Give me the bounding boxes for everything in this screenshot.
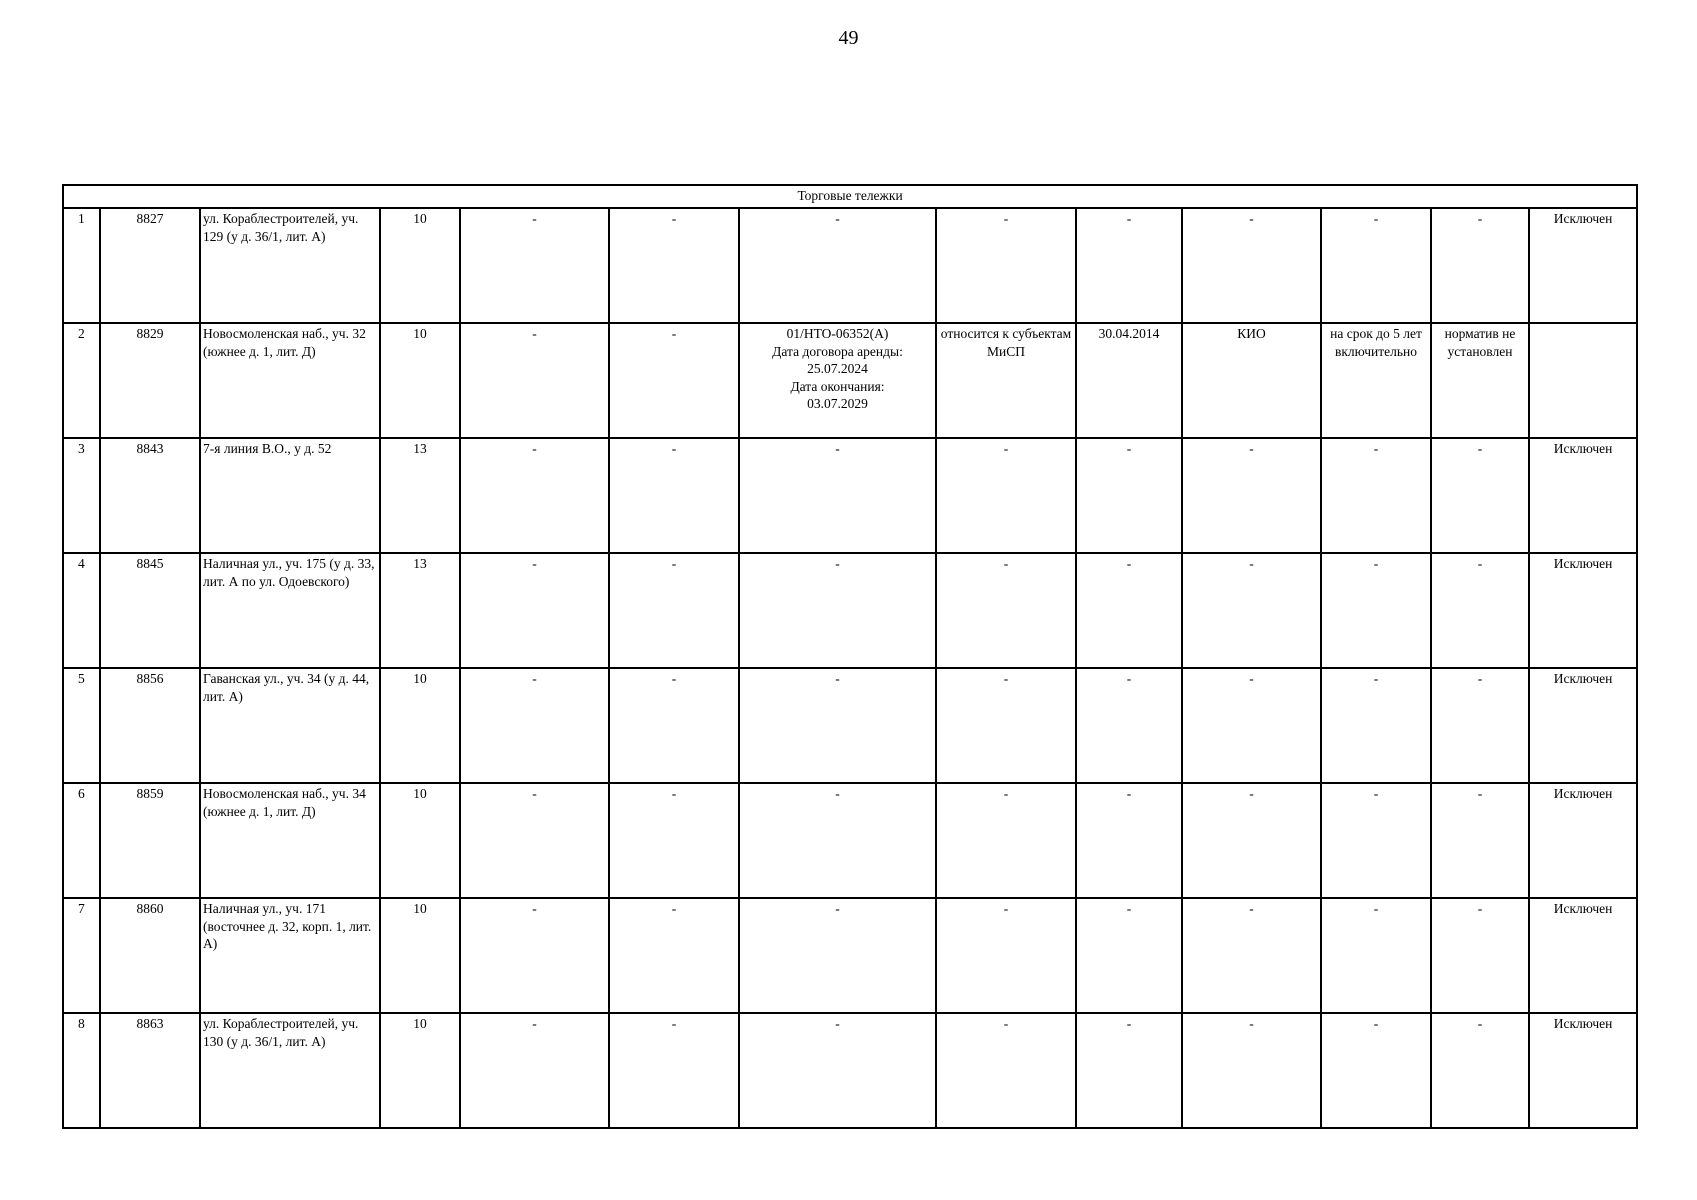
address: Новосмоленская наб., уч. 32 (южнее д. 1, лит. Д) <box>200 323 380 438</box>
contract-line: 25.07.2024 <box>807 361 868 376</box>
column-9-value: - <box>1076 668 1182 783</box>
object-id: 8856 <box>100 668 200 783</box>
column-11-value: на срок до 5 лет включительно <box>1321 323 1431 438</box>
contract-info <box>739 668 936 783</box>
column-5-value: - <box>460 208 609 323</box>
table-row <box>63 783 1637 898</box>
column-11-value: - <box>1321 553 1431 668</box>
column-12-value: - <box>1431 208 1529 323</box>
row-number: 3 <box>63 438 100 553</box>
column-11-value: - <box>1321 668 1431 783</box>
column-12-value: норматив не установлен <box>1431 323 1529 438</box>
column-6-value: - <box>609 323 739 438</box>
column-6-value: - <box>609 438 739 553</box>
column-9-value: 30.04.2014 <box>1076 323 1182 438</box>
column-9-value: - <box>1076 783 1182 898</box>
column-4-value: 10 <box>380 668 460 783</box>
status: Исключен <box>1529 208 1637 323</box>
contract-line: - <box>835 211 840 226</box>
column-12-value: - <box>1431 668 1529 783</box>
registry-table <box>62 184 1638 1129</box>
column-11-value: - <box>1321 208 1431 323</box>
object-id: 8829 <box>100 323 200 438</box>
column-5-value: - <box>460 553 609 668</box>
contract-info <box>739 323 936 438</box>
column-10-value: - <box>1182 553 1321 668</box>
column-6-value: - <box>609 553 739 668</box>
object-id: 8843 <box>100 438 200 553</box>
column-9-value: - <box>1076 438 1182 553</box>
row-number: 8 <box>63 1013 100 1128</box>
column-5-value: - <box>460 668 609 783</box>
column-6-value: - <box>609 783 739 898</box>
column-4-value: 10 <box>380 208 460 323</box>
object-id: 8860 <box>100 898 200 1013</box>
column-8-value: относится к субъектам МиСП <box>936 323 1076 438</box>
table-row <box>63 898 1637 1013</box>
object-id: 8859 <box>100 783 200 898</box>
column-4-value: 10 <box>380 1013 460 1128</box>
status <box>1529 323 1637 438</box>
column-4-value: 13 <box>380 438 460 553</box>
column-8-value: - <box>936 208 1076 323</box>
column-10-value: КИО <box>1182 323 1321 438</box>
table-row <box>63 1013 1637 1128</box>
column-9-value: - <box>1076 898 1182 1013</box>
column-9-value: - <box>1076 553 1182 668</box>
contract-line: - <box>835 556 840 571</box>
column-10-value: - <box>1182 783 1321 898</box>
contract-info <box>739 898 936 1013</box>
contract-line: - <box>835 671 840 686</box>
column-6-value: - <box>609 1013 739 1128</box>
column-11-value: - <box>1321 898 1431 1013</box>
table-row <box>63 668 1637 783</box>
contract-info <box>739 553 936 668</box>
contract-line: 01/НТО-06352(А) <box>786 326 889 341</box>
column-5-value: - <box>460 898 609 1013</box>
column-12-value: - <box>1431 898 1529 1013</box>
address: Новосмоленская наб., уч. 34 (южнее д. 1, лит. Д) <box>200 783 380 898</box>
status: Исключен <box>1529 898 1637 1013</box>
section-header-row <box>63 185 1637 208</box>
column-4-value: 10 <box>380 898 460 1013</box>
section-title: Торговые тележки <box>63 185 1637 208</box>
contract-line: Дата договора аренды: <box>772 343 903 359</box>
contract-line: 03.07.2029 <box>807 396 868 411</box>
contract-line: Дата окончания: <box>790 378 885 394</box>
column-10-value: - <box>1182 898 1321 1013</box>
object-id: 8845 <box>100 553 200 668</box>
column-10-value: - <box>1182 668 1321 783</box>
column-5-value: - <box>460 323 609 438</box>
contract-line: - <box>835 901 840 916</box>
column-10-value: - <box>1182 438 1321 553</box>
address: Наличная ул., уч. 175 (у д. 33, лит. А по ул. Одоевского) <box>200 553 380 668</box>
table-row <box>63 553 1637 668</box>
column-8-value: - <box>936 553 1076 668</box>
column-8-value: - <box>936 1013 1076 1128</box>
row-number: 4 <box>63 553 100 668</box>
column-9-value: - <box>1076 1013 1182 1128</box>
column-11-value: - <box>1321 783 1431 898</box>
row-number: 7 <box>63 898 100 1013</box>
row-number: 6 <box>63 783 100 898</box>
address: ул. Кораблестроителей, уч. 130 (у д. 36/1, лит. А) <box>200 1013 380 1128</box>
contract-info <box>739 438 936 553</box>
row-number: 1 <box>63 208 100 323</box>
column-8-value: - <box>936 898 1076 1013</box>
address: Гаванская ул., уч. 34 (у д. 44, лит. А) <box>200 668 380 783</box>
column-6-value: - <box>609 668 739 783</box>
contract-info <box>739 783 936 898</box>
object-id: 8827 <box>100 208 200 323</box>
table-row <box>63 323 1637 438</box>
row-number: 5 <box>63 668 100 783</box>
column-11-value: - <box>1321 438 1431 553</box>
column-5-value: - <box>460 1013 609 1128</box>
row-number: 2 <box>63 323 100 438</box>
status: Исключен <box>1529 438 1637 553</box>
status: Исключен <box>1529 553 1637 668</box>
status: Исключен <box>1529 668 1637 783</box>
table-row <box>63 438 1637 553</box>
address: Наличная ул., уч. 171 (восточнее д. 32, корп. 1, лит. А) <box>200 898 380 1013</box>
contract-line: - <box>835 1016 840 1031</box>
address: 7-я линия В.О., у д. 52 <box>200 438 380 553</box>
column-10-value: - <box>1182 208 1321 323</box>
column-9-value: - <box>1076 208 1182 323</box>
column-11-value: - <box>1321 1013 1431 1128</box>
address: ул. Кораблестроителей, уч. 129 (у д. 36/1, лит. А) <box>200 208 380 323</box>
page-number: 49 <box>838 27 859 49</box>
column-12-value: - <box>1431 553 1529 668</box>
column-6-value: - <box>609 898 739 1013</box>
column-8-value: - <box>936 438 1076 553</box>
column-12-value: - <box>1431 1013 1529 1128</box>
contract-line: - <box>835 441 840 456</box>
column-10-value: - <box>1182 1013 1321 1128</box>
column-5-value: - <box>460 783 609 898</box>
column-12-value: - <box>1431 783 1529 898</box>
column-6-value: - <box>609 208 739 323</box>
contract-info <box>739 208 936 323</box>
column-12-value: - <box>1431 438 1529 553</box>
status: Исключен <box>1529 1013 1637 1128</box>
status: Исключен <box>1529 783 1637 898</box>
column-4-value: 10 <box>380 323 460 438</box>
column-5-value: - <box>460 438 609 553</box>
column-8-value: - <box>936 668 1076 783</box>
table-row <box>63 208 1637 323</box>
contract-info <box>739 1013 936 1128</box>
column-4-value: 13 <box>380 553 460 668</box>
object-id: 8863 <box>100 1013 200 1128</box>
contract-line: - <box>835 786 840 801</box>
column-4-value: 10 <box>380 783 460 898</box>
column-8-value: - <box>936 783 1076 898</box>
